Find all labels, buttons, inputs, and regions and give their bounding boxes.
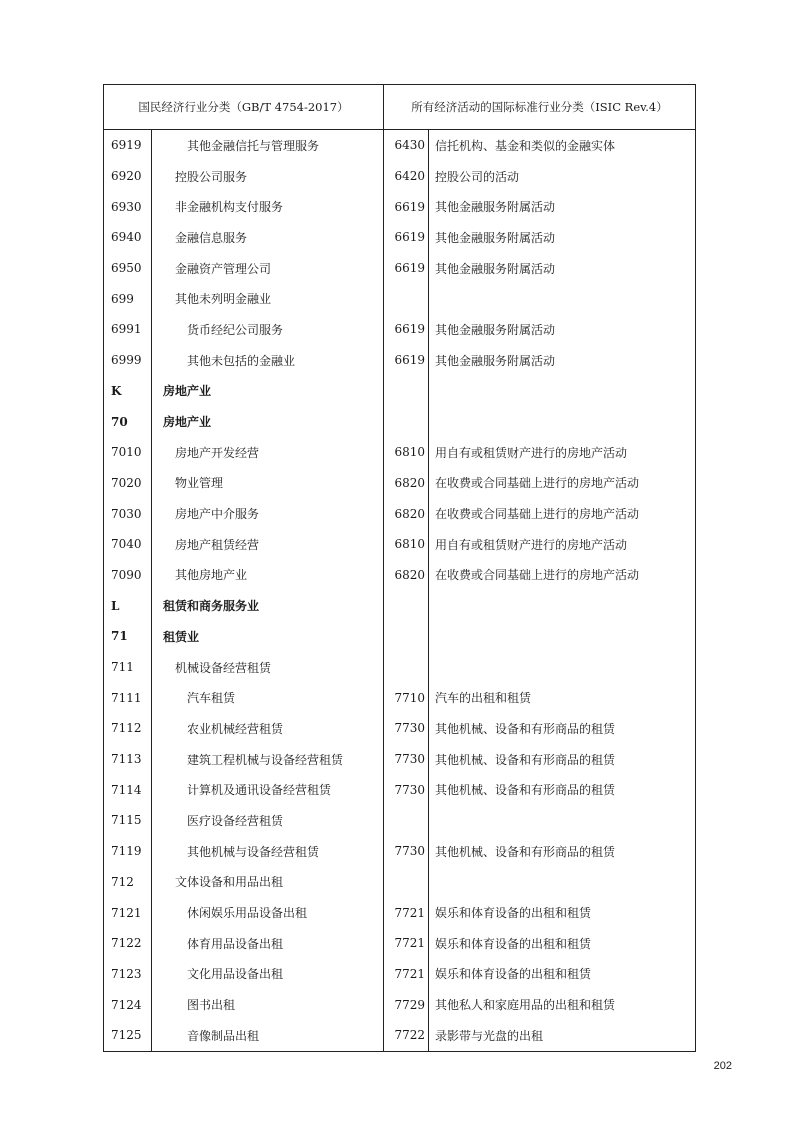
isic-code-cell: 6619	[384, 253, 429, 284]
gbt-code-cell: 7040	[104, 529, 152, 560]
gbt-code-cell: K	[104, 376, 152, 407]
isic-code-cell: 7730	[384, 836, 429, 867]
gbt-code-cell: 712	[104, 867, 152, 898]
isic-name-cell: 其他金融服务附属活动	[435, 200, 556, 215]
table-row	[104, 376, 696, 407]
table-row	[104, 222, 696, 253]
isic-code-cell: 6810	[384, 437, 429, 468]
gbt-name-cell: 货币经纪公司服务	[152, 314, 384, 345]
table-row	[104, 314, 696, 345]
isic-name-cell	[429, 283, 696, 314]
isic-code-cell: 7730	[384, 713, 429, 744]
gbt-name-cell: 其他未列明金融业	[152, 283, 384, 314]
gbt-name-cell: 租赁业	[152, 621, 384, 652]
isic-name-cell: 其他私人和家庭用品的出租和租赁	[435, 998, 616, 1013]
gbt-name-cell: 非金融机构支付服务	[152, 191, 384, 222]
gbt-code-cell: 7113	[104, 744, 152, 775]
table-row	[104, 161, 696, 192]
isic-name-cell	[429, 590, 696, 621]
gbt-name-cell: 物业管理	[152, 468, 384, 499]
isic-code-cell	[384, 621, 429, 652]
gbt-name-cell: 金融资产管理公司	[152, 253, 384, 284]
table-row	[104, 621, 696, 652]
gbt-name-cell: 其他金融信托与管理服务	[152, 130, 384, 161]
table-row	[104, 897, 696, 928]
gbt-code-cell: 6919	[104, 130, 152, 161]
gbt-code-cell: 711	[104, 652, 152, 683]
isic-name-cell: 娱乐和体育设备的出租和租赁	[435, 967, 592, 982]
gbt-code-cell: 6920	[104, 161, 152, 192]
table-row	[104, 529, 696, 560]
gbt-code-cell: 6940	[104, 222, 152, 253]
isic-name-cell: 信托机构、基金和类似的金融实体	[435, 138, 616, 153]
table-row	[104, 928, 696, 959]
isic-code-cell: 7722	[384, 1020, 429, 1051]
isic-code-cell: 6820	[384, 560, 429, 591]
table-row	[104, 498, 696, 529]
isic-name-cell: 其他金融服务附属活动	[435, 230, 556, 245]
gbt-name-cell: 房地产开发经营	[152, 437, 384, 468]
isic-code-cell: 6619	[384, 222, 429, 253]
table-row	[104, 253, 696, 284]
isic-name-cell: 娱乐和体育设备的出租和租赁	[435, 936, 592, 951]
gbt-name-cell: 汽车租赁	[152, 682, 384, 713]
gbt-code-cell: 6950	[104, 253, 152, 284]
isic-code-cell: 6619	[384, 191, 429, 222]
isic-name-cell: 用自有或租赁财产进行的房地产活动	[435, 537, 628, 552]
isic-name-cell	[429, 406, 696, 437]
gbt-code-cell: 7114	[104, 774, 152, 805]
isic-code-cell: 6820	[384, 498, 429, 529]
table-row	[104, 959, 696, 990]
isic-name-cell: 其他机械、设备和有形商品的租赁	[435, 783, 616, 798]
gbt-name-cell: 控股公司服务	[152, 161, 384, 192]
gbt-name-cell: 房地产业	[152, 406, 384, 437]
gbt-code-cell: 7090	[104, 560, 152, 591]
isic-code-cell: 6820	[384, 468, 429, 499]
table-row	[104, 805, 696, 836]
isic-name-cell: 录影带与光盘的出租	[435, 1028, 544, 1043]
gbt-code-cell: 6991	[104, 314, 152, 345]
isic-name-cell	[429, 805, 696, 836]
gbt-code-cell: 7020	[104, 468, 152, 499]
gbt-name-cell: 建筑工程机械与设备经营租赁	[152, 744, 384, 775]
isic-code-cell	[384, 805, 429, 836]
table-row	[104, 130, 696, 161]
gbt-code-cell: 7125	[104, 1020, 152, 1051]
gbt-code-cell: 699	[104, 283, 152, 314]
table-row	[104, 283, 696, 314]
table-header-row	[104, 85, 696, 130]
gbt-code-cell: 7111	[104, 682, 152, 713]
gbt-name-cell: 文体设备和用品出租	[152, 867, 384, 898]
table-row	[104, 713, 696, 744]
gbt-name-cell: 农业机械经营租赁	[152, 713, 384, 744]
gbt-name-cell: 计算机及通讯设备经营租赁	[152, 774, 384, 805]
gbt-code-cell: 71	[104, 621, 152, 652]
isic-code-cell: 7721	[384, 928, 429, 959]
table-row	[104, 682, 696, 713]
gbt-name-cell: 金融信息服务	[152, 222, 384, 253]
isic-code-cell	[384, 652, 429, 683]
gbt-code-cell: 7123	[104, 959, 152, 990]
gbt-code-cell: 7119	[104, 836, 152, 867]
isic-name-cell	[429, 652, 696, 683]
table-row	[104, 406, 696, 437]
page-number: 202	[713, 1060, 732, 1072]
gbt-name-cell: 房地产业	[152, 376, 384, 407]
isic-name-cell: 其他机械、设备和有形商品的租赁	[435, 721, 616, 736]
gbt-code-cell: 7030	[104, 498, 152, 529]
header-isic-classification: 所有经济活动的国际标准行业分类（ISIC Rev.4）	[384, 85, 696, 130]
isic-code-cell: 7729	[384, 989, 429, 1020]
gbt-name-cell: 机械设备经营租赁	[152, 652, 384, 683]
table-row	[104, 744, 696, 775]
gbt-code-cell: 6930	[104, 191, 152, 222]
isic-name-cell: 控股公司的活动	[435, 169, 520, 184]
table-row	[104, 867, 696, 898]
isic-name-cell: 其他金融服务附属活动	[435, 353, 556, 368]
isic-code-cell: 6619	[384, 345, 429, 376]
table-row	[104, 652, 696, 683]
isic-name-cell: 娱乐和体育设备的出租和租赁	[435, 906, 592, 921]
gbt-name-cell: 医疗设备经营租赁	[152, 805, 384, 836]
isic-code-cell	[384, 590, 429, 621]
header-gbt-classification: 国民经济行业分类（GB/T 4754-2017）	[104, 85, 384, 130]
isic-name-cell	[429, 376, 696, 407]
isic-name-cell: 汽车的出租和租赁	[435, 691, 532, 706]
gbt-name-cell: 文化用品设备出租	[152, 959, 384, 990]
isic-code-cell	[384, 283, 429, 314]
isic-code-cell: 7730	[384, 744, 429, 775]
isic-name-cell: 在收费或合同基础上进行的房地产活动	[435, 476, 640, 491]
gbt-name-cell: 图书出租	[152, 989, 384, 1020]
isic-name-cell	[429, 867, 696, 898]
gbt-name-cell: 其他机械与设备经营租赁	[152, 836, 384, 867]
isic-name-cell: 在收费或合同基础上进行的房地产活动	[435, 568, 640, 583]
gbt-code-cell: L	[104, 590, 152, 621]
table-row	[104, 191, 696, 222]
isic-name-cell: 其他机械、设备和有形商品的租赁	[435, 844, 616, 859]
gbt-code-cell: 70	[104, 406, 152, 437]
isic-code-cell	[384, 376, 429, 407]
gbt-code-cell: 7115	[104, 805, 152, 836]
table-row	[104, 989, 696, 1020]
isic-name-cell: 其他机械、设备和有形商品的租赁	[435, 752, 616, 767]
isic-name-cell	[429, 621, 696, 652]
gbt-code-cell: 7124	[104, 989, 152, 1020]
isic-code-cell: 6420	[384, 161, 429, 192]
gbt-code-cell: 6999	[104, 345, 152, 376]
table-row	[104, 590, 696, 621]
table-body	[104, 85, 696, 1052]
classification-table	[103, 84, 696, 1052]
gbt-code-cell: 7121	[104, 897, 152, 928]
gbt-name-cell: 租赁和商务服务业	[152, 590, 384, 621]
gbt-name-cell: 其他房地产业	[152, 560, 384, 591]
isic-code-cell: 6430	[384, 130, 429, 161]
gbt-name-cell: 音像制品出租	[152, 1020, 384, 1051]
gbt-name-cell: 房地产中介服务	[152, 498, 384, 529]
table-row	[104, 774, 696, 805]
isic-name-cell: 其他金融服务附属活动	[435, 322, 556, 337]
isic-code-cell: 7710	[384, 682, 429, 713]
table-row	[104, 1020, 696, 1051]
table-row	[104, 468, 696, 499]
isic-code-cell: 7721	[384, 959, 429, 990]
isic-code-cell: 7730	[384, 774, 429, 805]
gbt-code-cell: 7122	[104, 928, 152, 959]
isic-name-cell: 用自有或租赁财产进行的房地产活动	[435, 445, 628, 460]
isic-code-cell	[384, 406, 429, 437]
gbt-code-cell: 7112	[104, 713, 152, 744]
gbt-name-cell: 其他未包括的金融业	[152, 345, 384, 376]
isic-name-cell: 在收费或合同基础上进行的房地产活动	[435, 507, 640, 522]
isic-code-cell: 6619	[384, 314, 429, 345]
table-row	[104, 437, 696, 468]
gbt-code-cell: 7010	[104, 437, 152, 468]
isic-code-cell	[384, 867, 429, 898]
table-row	[104, 345, 696, 376]
gbt-name-cell: 房地产租赁经营	[152, 529, 384, 560]
table-row	[104, 560, 696, 591]
gbt-name-cell: 休闲娱乐用品设备出租	[152, 897, 384, 928]
isic-name-cell: 其他金融服务附属活动	[435, 261, 556, 276]
isic-code-cell: 7721	[384, 897, 429, 928]
isic-code-cell: 6810	[384, 529, 429, 560]
gbt-name-cell: 体育用品设备出租	[152, 928, 384, 959]
table-row	[104, 836, 696, 867]
